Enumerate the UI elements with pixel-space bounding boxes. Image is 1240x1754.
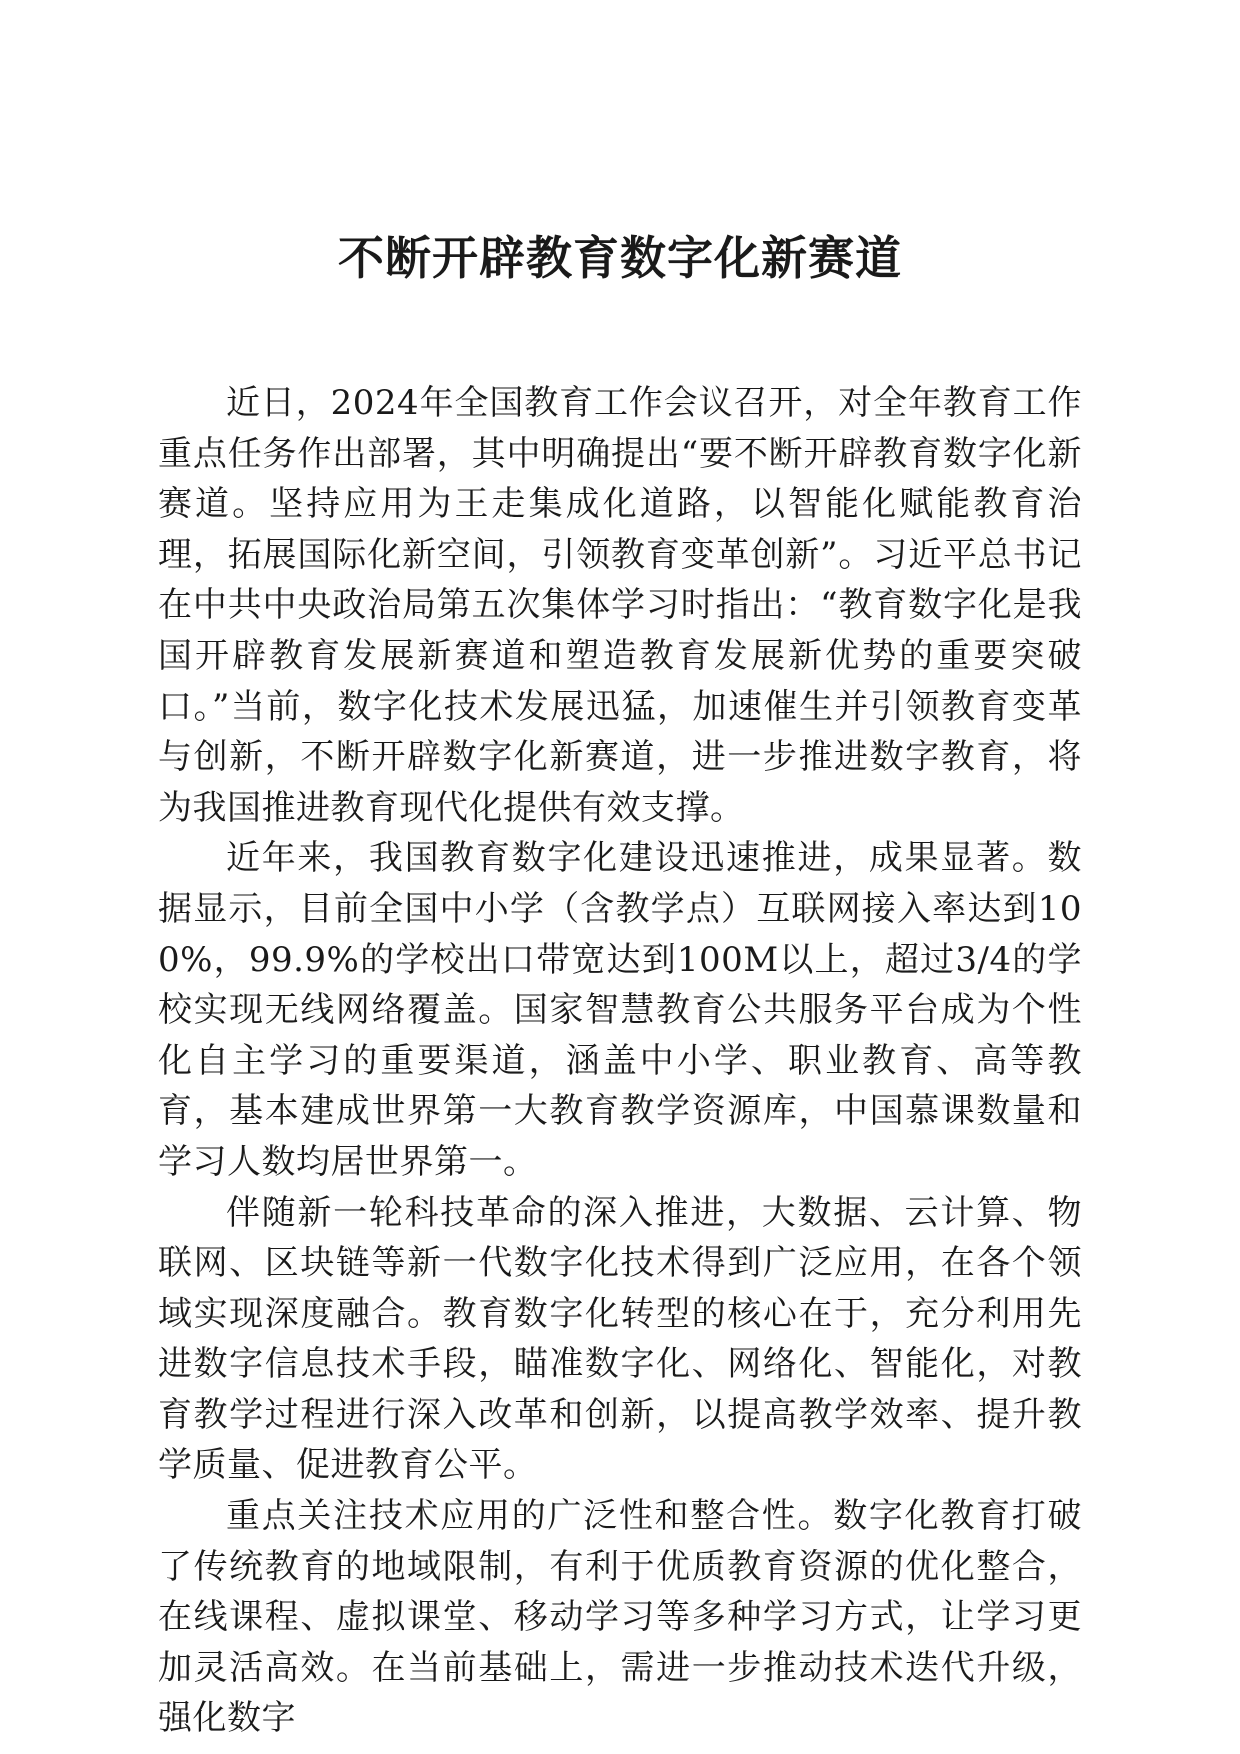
paragraph: 伴随新一轮科技革命的深入推进，大数据、云计算、物联网、区块链等新一代数字化技术得到广泛应用，在各个领域实现深度融合。教育数字化转型的核心在于，充分利用先进数字信息技术手段，瞄准数字化、网络化、智能化，对教育教学过程进行深入改革和创新，以提高教学效率、提升教学质量、促进教育公平。 [158, 1192, 1082, 1486]
paragraph: 重点关注技术应用的广泛性和整合性。数字化教育打破了传统教育的地域限制，有利于优质教育资源的优化整合，在线课程、虚拟课堂、移动学习等多种学习方式，让学习更加灵活高效。在当前基础上，需进一步推动技术迭代升级，强化数字 [158, 1496, 1082, 1739]
document-body [158, 378, 1082, 1744]
paragraph: 近日，2024年全国教育工作会议召开，对全年教育工作重点任务作出部署，其中明确提出“要不断开辟教育数字化新赛道。坚持应用为王走集成化道路，以智能化赋能教育治理，拓展国际化新空间，引领教育变革创新”。习近平总书记在中共中央政治局第五次集体学习时指出：“教育数字化是我国开辟教育发展新赛道和塑造教育发展新优势的重要突破口。”当前，数字化技术发展迅猛，加速催生并引领教育变革与创新，不断开辟数字化新赛道，进一步推进数字教育，将为我国推进教育现代化提供有效支撑。 [158, 383, 1082, 828]
paragraph: 近年来，我国教育数字化建设迅速推进，成果显著。数据显示，目前全国中小学（含教学点）互联网接入率达到100%，99.9%的学校出口带宽达到100M以上，超过3/4的学校实现无线网络覆盖。国家智慧教育公共服务平台成为个性化自主学习的重要渠道，涵盖中小学、职业教育、高等教育，基本建成世界第一大教育教学资源库，中国慕课数量和学习人数均居世界第一。 [158, 838, 1082, 1182]
document-title: 不断开辟教育数字化新赛道 [338, 231, 902, 285]
